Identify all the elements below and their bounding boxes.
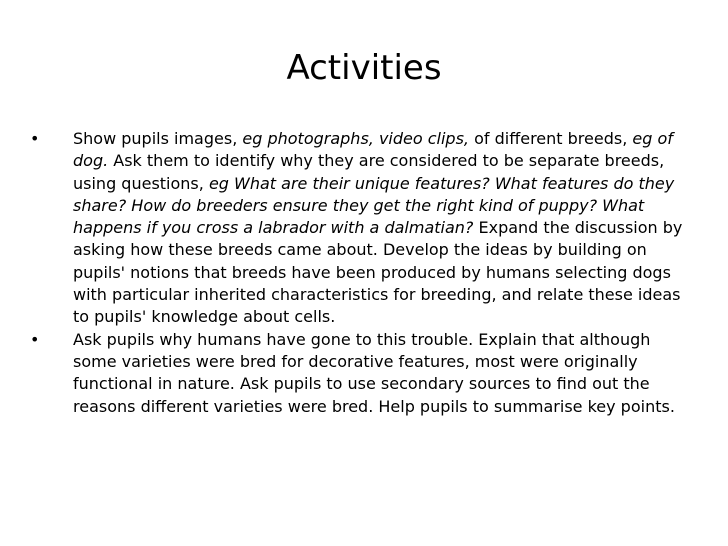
bullet-2-text: Ask pupils why humans have gone to this trouble. Explain that although some varieties were bred for decorative features, most were originally functional in nature. Ask pupils to use secondary sources to find out the reasons different varieties were bred. Help pupils to summarise key points. <box>73 329 675 416</box>
bullet-1-italic-dog: eg of dog. <box>73 129 673 171</box>
bullet-1-italic-questions: eg What are their unique features? What features do they share? How do breeders ensure they get the right kind of puppy? What happens if you cross a labrador with a dalmatian? <box>73 173 675 238</box>
bullet-1-text-3: Ask them to identify why they are considered to be separate breeds, using questions, <box>73 151 665 193</box>
bullet-marker: • <box>30 329 40 349</box>
bullet-item-1 <box>0 128 690 329</box>
slide-title: Activities <box>286 48 442 88</box>
bullet-item-2 <box>0 329 690 418</box>
bullet-marker: • <box>30 129 40 148</box>
bullet-1-text-2: of different breeds, <box>469 129 633 148</box>
bullet-1-text-4: Expand the discussion by asking how these breeds came about. Develop the ideas by building on pupils' notions that breeds have been produced by humans selecting dogs with particular inherited characteristics for breeding, and relate these ideas to pupils' knowledge about cells. <box>73 218 683 327</box>
bullet-list <box>0 128 690 418</box>
bullet-1-text-1: Show pupils images, <box>73 129 243 148</box>
bullet-1-italic-examples: eg photographs, video clips, <box>242 129 470 148</box>
